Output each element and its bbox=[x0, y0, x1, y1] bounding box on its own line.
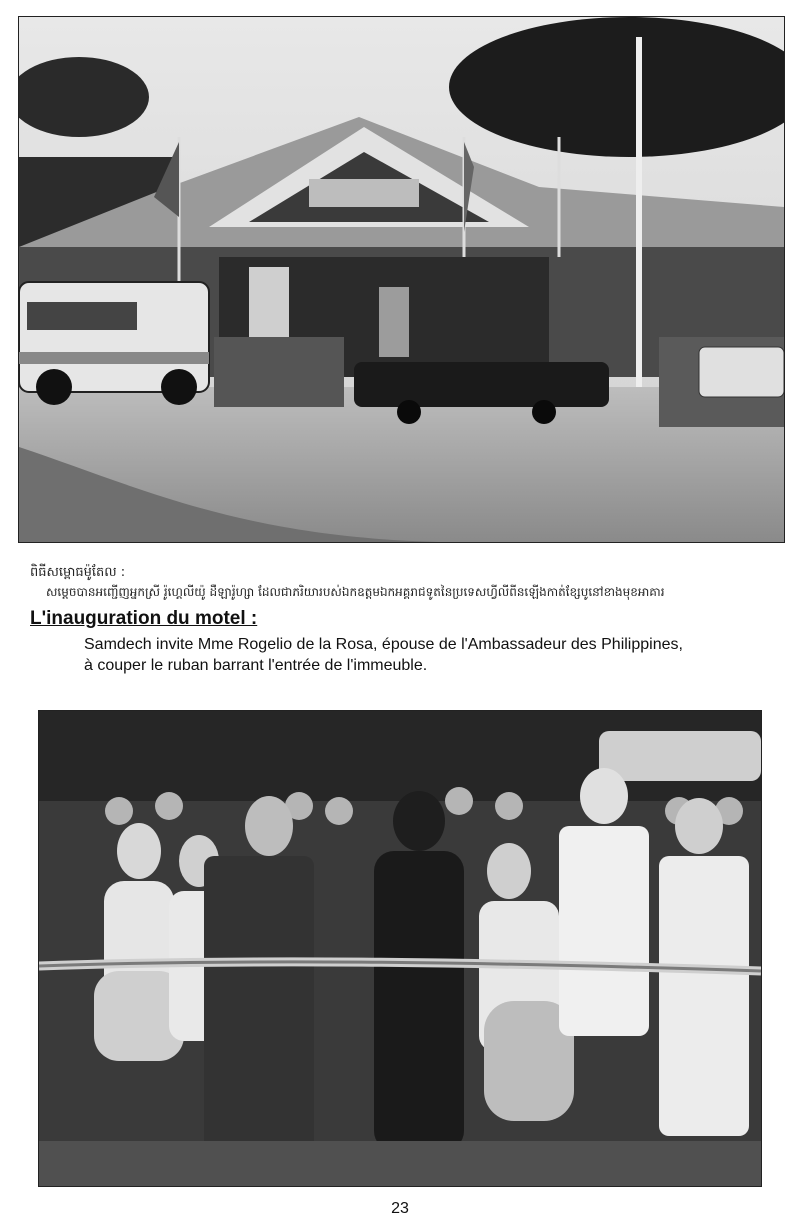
motel-building-photo bbox=[18, 16, 785, 543]
khmer-caption-text: សម្តេចបានអញ្ជើញអ្នកស្រី រ៉ូហ្គេលីយ៉ូ ដឺឡារ៉ូហ្សា ដែលជាភរិយារបស់ឯកឧត្តមឯកអគ្គរាជទូតនៃប្រទេសហ្វីលីពីនឡើងកាត់ខ្សែបូនៅខាងមុខអាគារ bbox=[46, 585, 665, 599]
page-number: 23 bbox=[391, 1200, 409, 1217]
caption-text bbox=[84, 634, 784, 676]
caption-heading: L'inauguration du motel : bbox=[30, 608, 258, 629]
khmer-caption-title: ពិធីសម្ពោធម៉ូតែល : bbox=[30, 565, 126, 580]
ribbon-cutting-photo bbox=[38, 710, 762, 1187]
caption-line-2: à couper le ruban barrant l'entrée de l'immeuble. bbox=[84, 657, 428, 674]
caption-line-1: Samdech invite Mme Rogelio de la Rosa, épouse de l'Ambassadeur des Philippines, bbox=[84, 636, 683, 653]
